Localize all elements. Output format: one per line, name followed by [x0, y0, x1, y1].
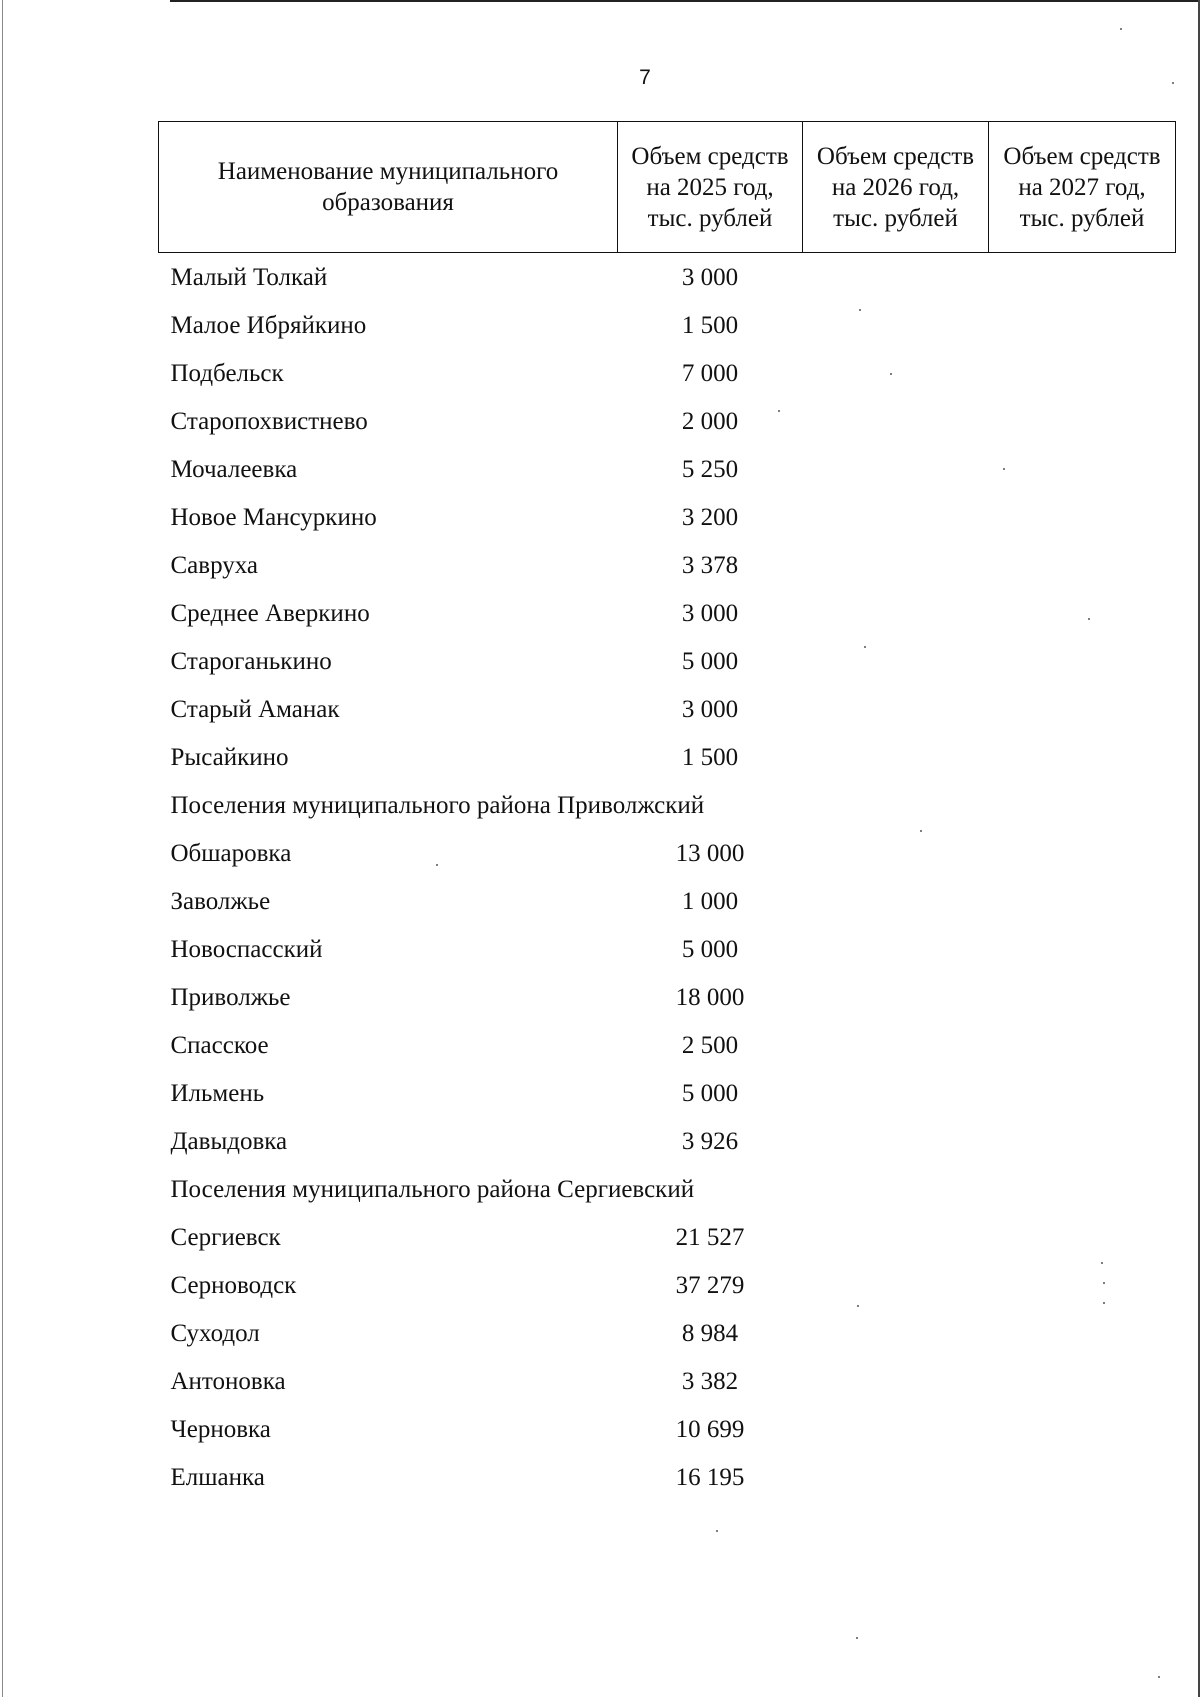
scan-speck: [1120, 28, 1122, 30]
scan-speck: [1172, 82, 1174, 84]
scan-speck: [920, 830, 922, 832]
amount-2025: 3 200: [681, 503, 739, 531]
amount-2025: 3 378: [681, 551, 739, 579]
municipality-name: Среднее Аверкино: [170, 599, 370, 627]
amount-2026: [803, 301, 989, 349]
amount-2027: [989, 637, 1176, 685]
municipality-name: Сергиевск: [170, 1223, 281, 1251]
amount-2027: [989, 925, 1176, 973]
amount-2027: [989, 1213, 1176, 1261]
municipality-name: Рысайкино: [170, 743, 289, 771]
table-row: [159, 541, 1176, 589]
amount-2027: [989, 1261, 1176, 1309]
municipality-name: Антоновка: [170, 1367, 286, 1395]
amount-2025: 8 984: [681, 1319, 739, 1347]
municipality-name: Заволжье: [170, 887, 271, 915]
amount-2026: [803, 1117, 989, 1165]
municipality-name: Суходол: [170, 1319, 260, 1347]
municipality-name: Старопохвистнево: [170, 407, 368, 435]
table-row: [159, 1357, 1176, 1405]
scan-speck: [1101, 1262, 1103, 1264]
table-body: [159, 253, 1176, 1502]
amount-2027: [989, 1117, 1176, 1165]
amount-2025: 3 000: [681, 263, 739, 291]
municipality-name: Старый Аманак: [170, 695, 340, 723]
scan-speck: [1103, 1282, 1105, 1284]
table-row: [159, 685, 1176, 733]
scan-speck: [1003, 468, 1005, 470]
amount-2026: [803, 1309, 989, 1357]
amount-2027: [989, 733, 1176, 781]
municipality-name: Спасское: [170, 1031, 269, 1059]
page-top-edge: [170, 0, 1200, 2]
municipality-name: Серноводск: [170, 1271, 297, 1299]
amount-2027: [989, 301, 1176, 349]
page-left-edge: [2, 0, 3, 1697]
amount-2025: 37 279: [675, 1271, 745, 1299]
municipality-name: Малое Ибряйкино: [170, 311, 367, 339]
amount-2025: 16 195: [675, 1463, 745, 1491]
municipality-name: Староганькино: [170, 647, 332, 675]
amount-2027: [989, 877, 1176, 925]
scan-speck: [716, 1530, 718, 1532]
amount-2026: [803, 1021, 989, 1069]
table-row: [159, 1453, 1176, 1501]
table-row: [159, 1117, 1176, 1165]
table-row: [159, 733, 1176, 781]
amount-2026: [803, 973, 989, 1021]
amount-2025: 3 926: [681, 1127, 739, 1155]
group-label: Поселения муниципального района Приволжский: [170, 791, 705, 819]
amount-2026: [803, 1405, 989, 1453]
amount-2025: 1 000: [681, 887, 739, 915]
scan-speck: [857, 1305, 859, 1307]
municipality-name: Черновка: [170, 1415, 271, 1443]
amount-2027: [989, 1021, 1176, 1069]
municipality-name: Елшанка: [170, 1463, 265, 1491]
municipality-name: Новоспасский: [170, 935, 323, 963]
budget-allocation-table: [158, 121, 1176, 1501]
amount-2026: [803, 925, 989, 973]
municipality-name: Новое Мансуркино: [170, 503, 377, 531]
table-row: [159, 973, 1176, 1021]
table-row: [159, 445, 1176, 493]
amount-2025: 5 000: [681, 1079, 739, 1107]
table-row: [159, 397, 1176, 445]
column-header-name: Наименование муниципального образования: [159, 122, 618, 253]
column-header-2026: Объем средств на 2026 год, тыс. рублей: [803, 122, 989, 253]
group-header-row: [159, 1165, 1176, 1213]
table-row: [159, 301, 1176, 349]
scan-speck: [1158, 1676, 1160, 1678]
column-header-2025: Объем средств на 2025 год, тыс. рублей: [618, 122, 803, 253]
group-header-row: [159, 781, 1176, 829]
amount-2026: [803, 1069, 989, 1117]
amount-2026: [803, 877, 989, 925]
amount-2027: [989, 1357, 1176, 1405]
amount-2026: [803, 637, 989, 685]
table-row: [159, 349, 1176, 397]
scan-speck: [890, 373, 892, 375]
group-label: Поселения муниципального района Сергиевский: [170, 1175, 695, 1203]
table-header-row: [159, 122, 1176, 253]
amount-2025: 5 250: [681, 455, 739, 483]
amount-2027: [989, 685, 1176, 733]
amount-2026: [803, 829, 989, 877]
table-row: [159, 1261, 1176, 1309]
amount-2026: [803, 349, 989, 397]
amount-2027: [989, 445, 1176, 493]
amount-2027: [989, 829, 1176, 877]
amount-2027: [989, 253, 1176, 302]
amount-2026: [803, 1213, 989, 1261]
table-row: [159, 1021, 1176, 1069]
municipality-name: Малый Толкай: [170, 263, 328, 291]
amount-2025: 21 527: [675, 1223, 745, 1251]
amount-2027: [989, 589, 1176, 637]
scan-speck: [778, 410, 780, 412]
amount-2026: [803, 445, 989, 493]
amount-2027: [989, 1309, 1176, 1357]
amount-2026: [803, 397, 989, 445]
amount-2027: [989, 349, 1176, 397]
page-number: 7: [639, 66, 651, 89]
table-row: [159, 925, 1176, 973]
municipality-name: Подбельск: [170, 359, 284, 387]
amount-2027: [989, 493, 1176, 541]
scan-speck: [436, 864, 438, 866]
amount-2027: [989, 1453, 1176, 1501]
amount-2025: 13 000: [675, 839, 745, 867]
amount-2025: 18 000: [675, 983, 745, 1011]
amount-2026: [803, 733, 989, 781]
table-row: [159, 1069, 1176, 1117]
scan-speck: [859, 309, 861, 311]
amount-2025: 7 000: [681, 359, 739, 387]
amount-2027: [989, 1069, 1176, 1117]
municipality-name: Приволжье: [170, 983, 291, 1011]
scan-speck: [1103, 1302, 1105, 1304]
table-header: [159, 122, 1176, 253]
amount-2026: [803, 1453, 989, 1501]
amount-2027: [989, 1405, 1176, 1453]
municipality-name: Мочалеевка: [170, 455, 298, 483]
column-header-2027: Объем средств на 2027 год, тыс. рублей: [989, 122, 1176, 253]
municipality-name: Ильмень: [170, 1079, 265, 1107]
amount-2025: 1 500: [681, 743, 739, 771]
municipality-name: Обшаровка: [170, 839, 292, 867]
scan-speck: [856, 1637, 858, 1639]
amount-2025: 5 000: [681, 935, 739, 963]
amount-2025: 1 500: [681, 311, 739, 339]
amount-2026: [803, 589, 989, 637]
amount-2025: 2 000: [681, 407, 739, 435]
amount-2025: 10 699: [675, 1415, 745, 1443]
amount-2025: 2 500: [681, 1031, 739, 1059]
municipality-name: Давыдовка: [170, 1127, 288, 1155]
amount-2027: [989, 973, 1176, 1021]
amount-2025: 3 000: [681, 695, 739, 723]
municipality-name: Савруха: [170, 551, 259, 579]
table-row: [159, 1309, 1176, 1357]
table-row: [159, 1213, 1176, 1261]
scan-speck: [864, 646, 866, 648]
amount-2026: [803, 1357, 989, 1405]
table-row: [159, 493, 1176, 541]
amount-2025: 5 000: [681, 647, 739, 675]
amount-2026: [803, 1261, 989, 1309]
amount-2025: 3 000: [681, 599, 739, 627]
table-row: [159, 253, 1176, 302]
table-row: [159, 1405, 1176, 1453]
amount-2026: [803, 253, 989, 302]
table-row: [159, 637, 1176, 685]
amount-2025: 3 382: [681, 1367, 739, 1395]
table-row: [159, 877, 1176, 925]
amount-2026: [803, 541, 989, 589]
amount-2027: [989, 541, 1176, 589]
amount-2027: [989, 397, 1176, 445]
scan-speck: [1088, 618, 1090, 620]
table-row: [159, 589, 1176, 637]
amount-2026: [803, 685, 989, 733]
amount-2026: [803, 493, 989, 541]
table-row: [159, 829, 1176, 877]
